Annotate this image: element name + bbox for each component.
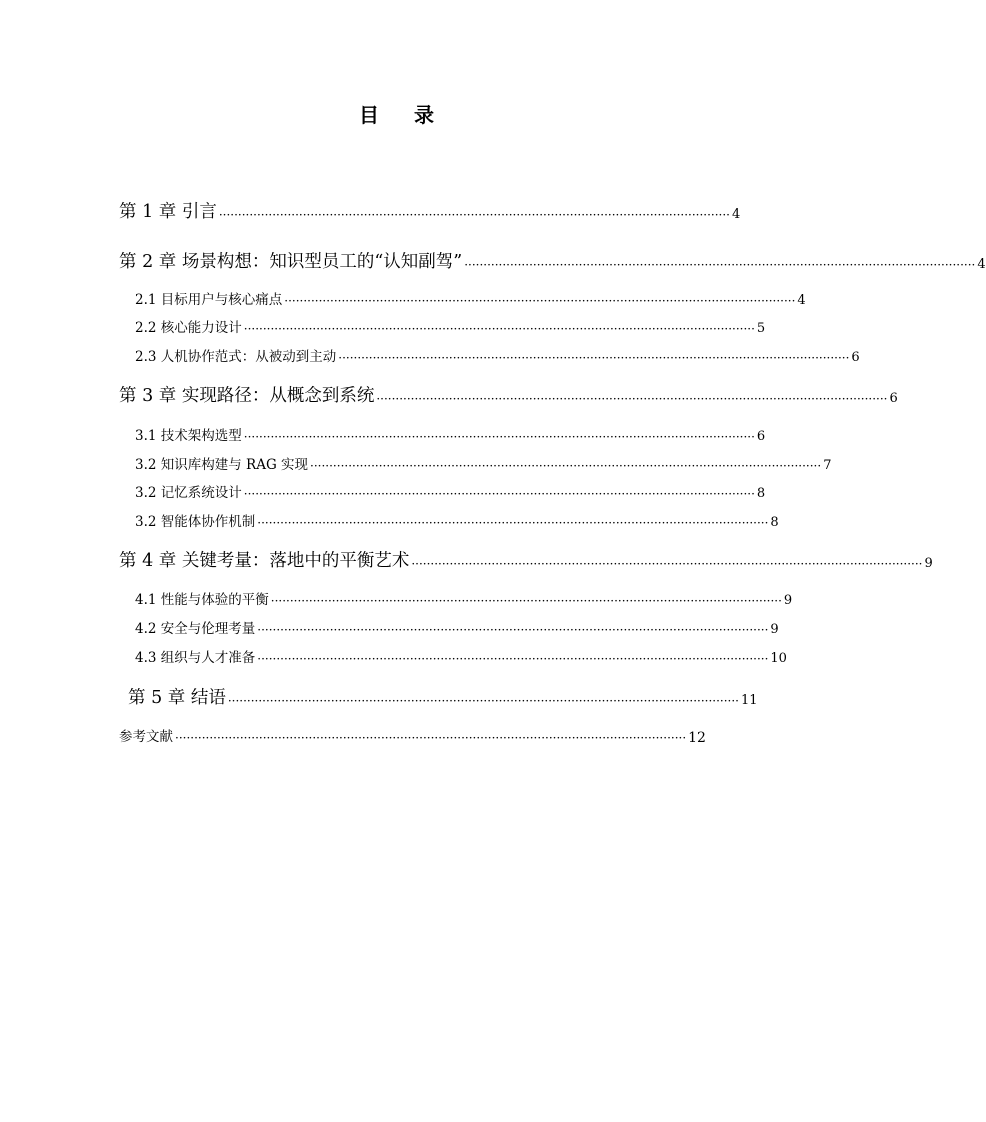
- toc-entry-label: 2.1 目标用户与核心痛点: [135, 292, 283, 308]
- toc-entry-label: 2.3 人机协作范式：从被动到主动: [135, 349, 337, 365]
- toc-leader-dots: ······································································································································: [227, 694, 739, 708]
- toc-entry-section-4-3[interactable]: [135, 648, 787, 668]
- toc-entry-page: 8: [756, 486, 766, 501]
- toc-leader-dots: ······································································································································: [464, 258, 976, 272]
- toc-leader-dots: ······································································································································: [243, 487, 755, 501]
- toc-leader-dots: ······································································································································: [338, 351, 850, 365]
- toc-leader-dots: ······································································································································: [270, 594, 782, 608]
- toc-leader-dots: ······································································································································: [218, 208, 730, 222]
- toc-leader-dots: ······································································································································: [257, 516, 769, 530]
- toc-entry-page: 6: [756, 429, 766, 444]
- toc-entry-section-2-3[interactable]: [135, 347, 860, 367]
- toc-entry-page: 10: [770, 651, 787, 666]
- toc-entry-page: 4: [731, 207, 741, 222]
- toc-entry-section-3-1[interactable]: [135, 426, 766, 446]
- toc-entry-label: 第 2 章 场景构想：知识型员工的“认知副驾”: [119, 252, 463, 272]
- toc-entry-label: 3.1 技术架构选型: [135, 428, 242, 444]
- toc-entry-page: 9: [924, 556, 933, 571]
- toc-entry-label: 3.2 智能体协作机制: [135, 514, 256, 530]
- toc-entry-section-4-1[interactable]: [135, 590, 793, 610]
- toc-entry-section-2-1[interactable]: [135, 290, 806, 310]
- toc-entry-section-3-2-rag[interactable]: [135, 455, 832, 475]
- toc-entry-section-2-2[interactable]: [135, 318, 766, 338]
- toc-entry-label: 4.3 组织与人才准备: [135, 650, 256, 666]
- toc-entry-references[interactable]: [119, 727, 706, 747]
- toc-leader-dots: ······································································································································: [175, 731, 687, 745]
- toc-entry-label: 3.2 知识库构建与 RAG 实现: [135, 457, 309, 473]
- toc-entry-page: 4: [977, 257, 986, 272]
- toc-entry-label: 2.2 核心能力设计: [135, 320, 242, 336]
- toc-entry-label: 参考文献: [119, 729, 173, 745]
- toc-entry-chapter-2[interactable]: [119, 250, 986, 274]
- toc-entry-label: 第 3 章 实现路径：从概念到系统: [119, 386, 375, 406]
- toc-leader-dots: ······································································································································: [284, 294, 796, 308]
- toc-leader-dots: ······································································································································: [411, 557, 923, 571]
- toc-leader-dots: ······································································································································: [310, 459, 822, 473]
- toc-entry-page: 12: [688, 730, 706, 746]
- toc-entry-label: 4.1 性能与体验的平衡: [135, 592, 269, 608]
- toc-entry-page: 11: [740, 693, 758, 708]
- toc-entry-page: 5: [756, 321, 766, 336]
- toc-entry-label: 第 4 章 关键考量：落地中的平衡艺术: [119, 551, 410, 571]
- toc-entry-label: 4.2 安全与伦理考量: [135, 621, 256, 637]
- toc-entry-chapter-4[interactable]: [119, 549, 933, 573]
- toc-entry-page: 9: [783, 593, 793, 608]
- toc-entry-label: 第 1 章 引言: [119, 202, 217, 222]
- toc-leader-dots: ······································································································································: [257, 652, 769, 666]
- toc-entry-page: 6: [889, 391, 898, 406]
- toc-entry-section-4-2[interactable]: [135, 619, 779, 639]
- toc-leader-dots: ······································································································································: [243, 322, 755, 336]
- toc-leader-dots: ······································································································································: [376, 392, 888, 406]
- toc-entry-label: 第 5 章 结语: [128, 688, 226, 708]
- toc-entry-chapter-3[interactable]: [119, 384, 898, 408]
- toc-entry-label: 3.2 记忆系统设计: [135, 485, 242, 501]
- toc-entry-section-3-2-agents[interactable]: [135, 512, 779, 532]
- toc-entry-page: 6: [851, 350, 860, 365]
- page-title: 目 录: [359, 103, 448, 127]
- toc-entry-page: 7: [823, 458, 832, 473]
- toc-entry-page: 4: [797, 293, 806, 308]
- toc-leader-dots: ······································································································································: [243, 430, 755, 444]
- toc-entry-page: 8: [770, 515, 779, 530]
- toc-leader-dots: ······································································································································: [257, 623, 769, 637]
- toc-entry-chapter-1[interactable]: [119, 200, 741, 224]
- toc-entry-page: 9: [770, 622, 779, 637]
- toc-entry-section-3-2-memory[interactable]: [135, 483, 766, 503]
- toc-entry-chapter-5[interactable]: [128, 686, 758, 710]
